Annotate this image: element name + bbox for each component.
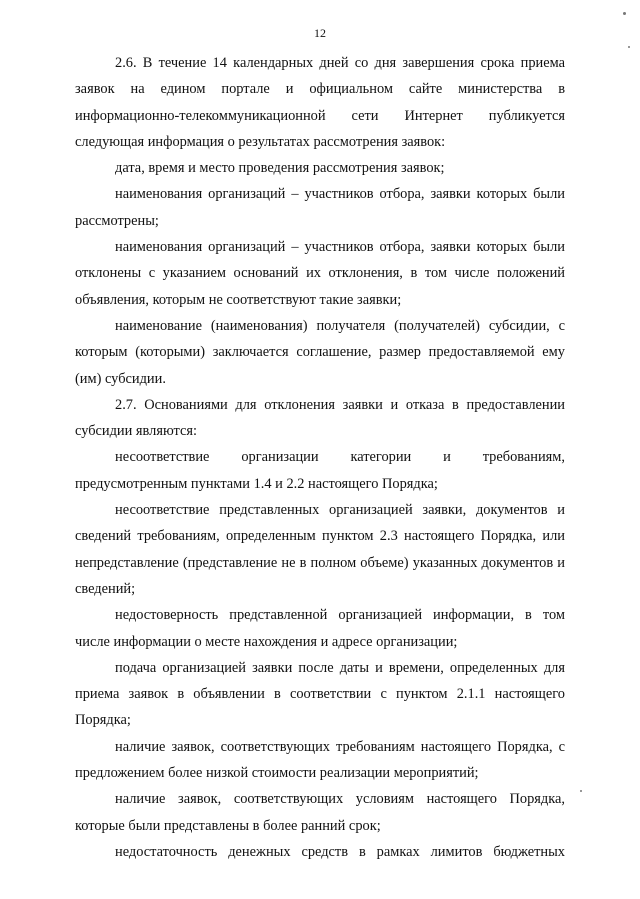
paragraph-2-6: 2.6. В течение 14 календарных дней со дня завершения срока приема заявок на едином портале и официальном сайте министерства в информационно-телекоммуникационной сети Интернет публикуется следующая информация о результатах рассмотрения заявок: <box>75 55 565 150</box>
list-item-late-submission: подача организацией заявки после даты и времени, определенных для приема заявок в объявлении в соответствии с пунктом 2.1.1 настоящего Порядка; <box>75 659 565 729</box>
document-body <box>75 50 565 865</box>
list-item-reviewed-participants: наименования организаций – участников отбора, заявки которых были рассмотрены; <box>75 186 565 229</box>
list-item-lower-cost: наличие заявок, соответствующих требованиям настоящего Порядка, с предложением более низкой стоимости реализации мероприятий; <box>75 738 565 782</box>
list-item-documents-mismatch: несоответствие представленных организацией заявки, документов и сведений требованиям, определенным пунктом 2.3 настоящего Порядка, или непредставление (представление не в полном объеме) указанных документов и сведений; <box>75 502 565 597</box>
page-number: 12 <box>314 26 326 40</box>
list-item-category-mismatch: несоответствие организации категории и требованиям, предусмотренным пунктами 1.4 и 2.2 настоящего Порядка; <box>75 449 565 492</box>
list-item-rejected-participants: наименования организаций – участников отбора, заявки которых были отклонены с указанием оснований их отклонения, в том числе положений объявления, которым не соответствуют такие заявки; <box>75 239 565 308</box>
list-item-insufficient-funds: недостаточность денежных средств в рамках лимитов бюджетных <box>115 843 565 860</box>
scan-speck <box>628 46 630 48</box>
scan-speck <box>580 790 582 792</box>
list-item-false-information: недостоверность представленной организацией информации, в том числе информации о месте нахождения и адресе организации; <box>75 607 565 650</box>
paragraph-2-7: 2.7. Основаниями для отклонения заявки и отказа в предоставлении субсидии являются: <box>75 396 565 440</box>
scan-speck <box>623 12 626 15</box>
list-item-review-date: дата, время и место проведения рассмотрения заявок; <box>115 160 445 177</box>
list-item-earlier-submission: наличие заявок, соответствующих условиям настоящего Порядка, которые были представлены в более ранний срок; <box>75 791 565 834</box>
list-item-recipients: наименование (наименования) получателя (получателей) субсидии, с которым (которыми) заключается соглашение, размер предоставляемой ему (им) субсидии. <box>75 317 565 387</box>
